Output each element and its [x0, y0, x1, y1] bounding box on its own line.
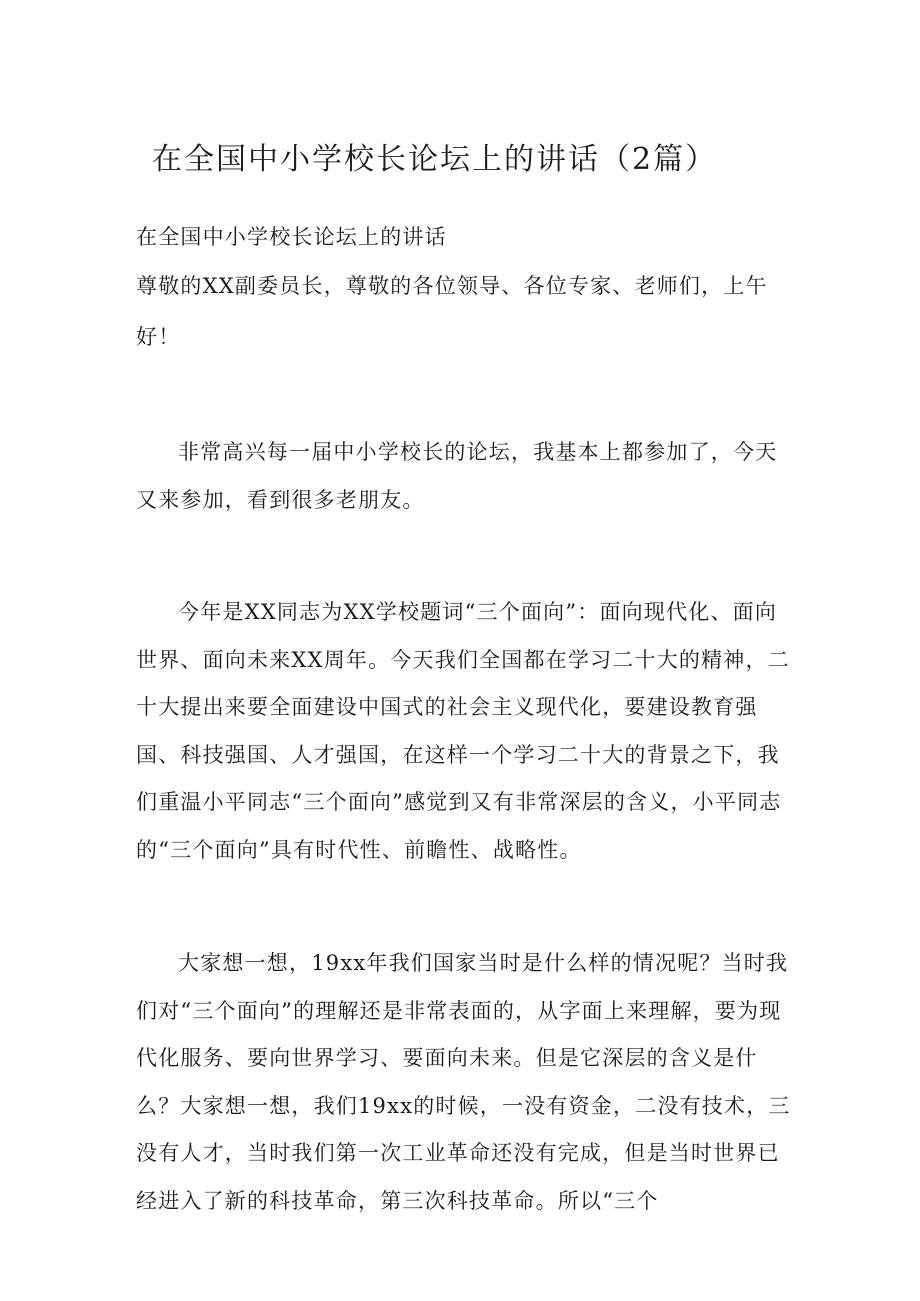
speech-subtitle: 在全国中小学校长论坛上的讲话	[136, 225, 447, 249]
document-body	[136, 217, 792, 1225]
body-paragraph: 非常高兴每一届中小学校长的论坛，我基本上都参加了，今天又来参加，看到很多老朋友。	[136, 440, 778, 512]
greeting-paragraph: 尊敬的XX副委员长，尊敬的各位领导、各位专家、老师们，上午好！	[136, 274, 768, 349]
document-title: 在全国中小学校长论坛上的讲话（2篇）	[152, 142, 718, 177]
body-paragraph: 大家想一想，19xx年我们国家当时是什么样的情况呢？当时我们对“三个面向”的理解还是非常表面的，从字面上来理解，要为现代化服务、要向世界学习、要面向未来。但是它深层的含义是什么？大家想一想，我们19xx的时候，一没有资金，二没有技术，三没有人才，当时我们第一次工业革命还没有完成，但是当时世界已经进入了新的科技革命，第三次科技革命。所以“三个	[136, 951, 791, 1213]
body-paragraph: 今年是XX同志为XX学校题词“三个面向”：面向现代化、面向世界、面向未来XX周年。今天我们全国都在学习二十大的精神，二十大提出来要全面建设中国式的社会主义现代化，要建设教育强国、科技强国、人才强国，在这样一个学习二十大的背景之下，我们重温小平同志“三个面向”感觉到又有非常深层的含义，小平同志的“三个面向”具有时代性、前瞻性、战略性。	[136, 600, 790, 862]
